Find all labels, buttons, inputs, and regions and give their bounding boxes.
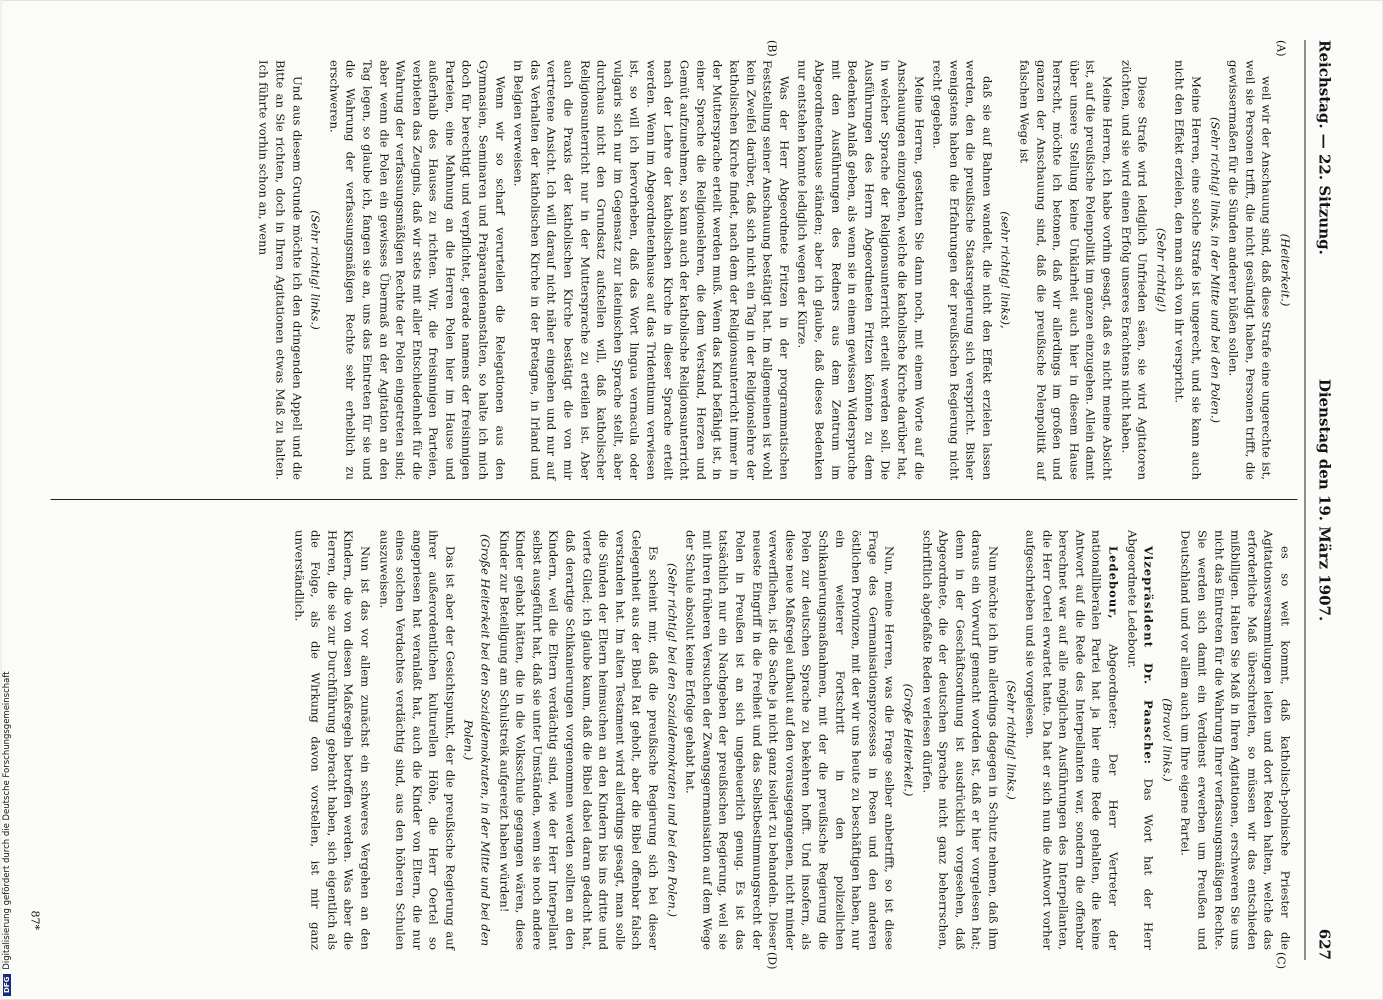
margin-marker-b: (B): [765, 40, 778, 57]
speech-text: Das Wort hat der Herr Abgeordnete Ledebour.: [1124, 530, 1156, 950]
digitization-credit-text: Digitalisierung gefördert durch die Deutsche Forschungsgemeinschaft: [2, 671, 12, 970]
margin-marker-a: (A): [1274, 40, 1287, 57]
stage-direction: (Sehr richtig!): [1153, 227, 1168, 313]
margin-marker-c: (C): [1274, 952, 1287, 969]
speaker-paragraph: [1022, 530, 1122, 950]
stage-direction: (Große Heiterkeit bei den Sozialdemokraten, in der Mitte und bei den Polen.): [461, 533, 493, 947]
speech-paragraph: Es scheint mir, daß die preußische Regierung sich bei dieser Gelegenheit aus der Bibel Rat geholt, aber die Bibel offenbar falsch verstanden hat. Im alten Testament wird allerdings gesagt, man solle die Sünden der Eltern heimsuchen an den Kindern bis ins dritte und vierte Glied; ich glaube kaum, daß die Bibel dabei daran gedacht hat, daß derartige Schikanierungen vorgenommen werden sollten an den Kindern, weil die Eltern verdächtig sind, wie der Herr Interpellant selbst ausgeführt hat, daß sie unter Umständen, wenn sie noch andere Kinder gehabt hätten, die in die Volksschule gegangen wären, diese Kinder zur Beteiligung am Schulstreik aufgereizt haben würden!: [496, 530, 661, 950]
speaker-name: Vizepräsident Dr. Paasche:: [1141, 546, 1156, 766]
speech-paragraph: Nun möchte ich ihn allerdings dagegen in Schutz nehmen, daß ihm daraus ein Vorwurf gemacht worden ist, daß er hier vorgelesen hat; denn in der Geschäftsordnung ist ausdrücklich vorgesehen, daß Abgeordnete, die der deutschen Sprache nicht ganz beherrschen, schriftlich abgefaßte Reden verlesen dürfen.: [919, 530, 1000, 950]
left-column: [253, 60, 1293, 480]
header-rule: [1304, 40, 1305, 960]
signature-mark: 87*: [28, 910, 41, 930]
speech-paragraph: Diese Strafe wird lediglich Unfrieden säen, sie wird Agitatoren züchten, und sie wird einen Erfolg unseres Erachtens nicht haben.: [1118, 60, 1150, 480]
header-left: Reichstag. — 22. Sitzung.: [1315, 40, 1333, 255]
speech-paragraph: Das ist aber der Gesichtspunkt, der die preußische Regierung auf ihrer außerordentlichen kulturellen Höhe, die Herr Oertel so angepriesen hat veranlaßt hat, auch die Kinder von Eltern, die nur eines solchen Verdachtes verdächtig sind, aus den höheren Schulen auszuweisen.: [376, 530, 457, 950]
stage-direction: (Große Heiterkeit.): [900, 683, 915, 797]
speech-paragraph: Was der Herr Abgeordnete Fritzen in der programmatischen Feststellung seiner Anschauung bestätigt hat. Im allgemeinen ist wohl kein Zweifel darüber, daß sich nicht ein Tag in der Religionslehre der katholischen Kirche findet, nach dem der Religionsunterricht immer in der Muttersprache erteilt werden muß. Wenn das Kind befähigt ist, in einer Sprache die Religionslehren, die dem Verstand, Herzen und Gemüt aufzunehmen, so kann auch der katholische Religionsunterricht nach der Lehre der katholischen Kirche in dieser Sprache erteilt werden. Wenn im Abgeordnetenhause auf das Tridentinum verwiesen ist, so will ich hervorheben, daß das Wort lingua vernacula oder vulgaris sich nur im Gegensatz zur lateinischen Sprache stellt, aber durchaus nicht den Grundsatz aufstellen will, daß katholischer Religionsunterricht nur in der Muttersprache zu erteilen ist. Aber auch die Praxis der katholischen Kirche bestätigt die von mir vertretene Ansicht. Ich will darauf nicht näher eingehen und nur auf das Verhalten der katholischen Kirche in der Bretagne, in Irland und in Belgien verweisen.: [511, 60, 791, 480]
column-divider: [50, 499, 1297, 500]
speech-paragraph: Meine Herren, ich habe vorhin gesagt, daß es nicht meine Absicht ist, auf die preußische Polenpolitik im ganzen einzugehen. Allein damit über unsere Stellung keine Unklarheit auch hier in diesem Hause herrscht, möchte ich betonen, daß wir allerdings im großen und ganzen der Anschauung sind, daß die preußische Polenpolitik auf falschen Wege ist: [1017, 60, 1115, 480]
speaker-paragraph: [1123, 530, 1156, 950]
header-date: Dienstag den 19. März 1907.: [1315, 378, 1333, 622]
right-column: [288, 530, 1293, 950]
speech-paragraph: Nun ist das vor allem zunächst ein schweres Vergehen an den Kindern, die von diesen Maßregeln betroffen werden. Was aber die Herren, die sie zur Durchführung gebracht haben, sich eigentlich als die Folge, als die Wirkung davon vorstellen, ist mir ganz unverständlich.: [291, 530, 372, 950]
speech-paragraph: Und aus diesem Grunde möchte ich den dringenden Appell und die Bitte an Sie richten, doch in Ihren Agitationen etwas Maß zu halten. Ich führte vorhin schon an, wenn: [256, 60, 304, 480]
page-header: [1309, 40, 1339, 960]
stage-direction: (Sehr richtig! links.): [308, 210, 323, 330]
speech-paragraph: Meine Herren, gestatten Sie dann noch, mit einem Worte auf die Anschauungen einzugehen, welche die katholische Kirche darüber hat, in welcher Sprache der Religionsunterricht erteilt werden soll. Die Ausführungen des Herrn Abgeordneten Fritzen könnten zu dem Bedenken Anlaß geben, als wenn sie in einem gewissen Widerspruche mit den Ausführungen des Redners aus dem Zentrum im Abgeordnetenhause ständen; aber ich glaube, daß dieses Bedenken nur entstehen konnte lediglich wegen der Kürze.: [795, 60, 926, 480]
speech-paragraph: Nun, meine Herren, was die Frage selber anbetrifft, so ist diese Frage des Germanisationsprozesses in Posen und den anderen östlichen Provinzen, mit der wir uns heute zu beschäftigen haben, nur ein weiterer Fortschritt in den polizeilichen Schikanierungsmaßnahmen, mit der die preußische Regierung die Polen zur deutschen Sprache zu bekehren hofft. Und insofern, als diese neue Maßregel aufbaut auf den vorausgegangenen, nicht minder verwerflichen, ist die Sache ja nicht ganz isoliert zu behandeln. Dieser neueste Eingriff in die Freiheit und das Selbstbestimmungsrecht der Polen in Preußen ist an sich ungeheuerlich genug. Es ist das tatsächlich nur ein Nachgeben der preußischen Regierung, weil sie mit ihren früheren Versuchen der Zwangsgermanisation auf dem Wege der Schule absolut keine Erfolge gehabt hat.: [683, 530, 897, 950]
stage-direction: (Sehr richtig! links.): [1004, 680, 1019, 800]
stage-direction: (Sehr richtig! links, in der Mitte und bei den Polen.): [1207, 116, 1222, 424]
stage-direction: (Sehr richtig! bei den Sozialdemokraten und bei den Polen.): [664, 563, 679, 917]
page-number: 627: [1315, 928, 1333, 960]
margin-marker-d: (D): [765, 952, 778, 970]
speech-paragraph: Wenn wir so scharf verurteilen die Relegationen aus den Gymnasien, Seminaren und Präparandenanstalten, so halte ich mich doch für berechtigt und verpflichtet, gerade namens der freisinnigen Parteien, eine Mahnung an die Herren Polen hier im Hause und außerhalb des Hauses zu richten. Wir, die freisinnigen Parteien, verbieten das Zeugnis, daß wir stets mit aller Entschiedenheit für die Wahrung der verfassungsmäßigen Rechte der Polen eingetreten sind; aber wenn die Polen ein gewisses Übermaß an der Agitation an den Tag legen, so glaube ich, fangen sie an, uns das Eintreten für sie und die Wahrung der verfassungsmäßigen Rechte sehr erheblich zu erschweren.: [326, 60, 507, 480]
speech-paragraph: es so weit kommt, daß katholisch-polnische Priester die Agitationsversammlungen leiten und dort Reden halten, welche das erforderliche Maß überschreiten, so müssen wir das entschieden mißbilligen. Halten Sie Maß in Ihren Agitationen, erschweren Sie uns nicht das Eintreten für die Wahrung Ihrer verfassungsmäßigen Rechte. Sie werden sich damit ein Verdienst erwerben um Preußen und Deutschland und vor allem auch um Ihre eigene Partei.: [1178, 530, 1292, 950]
speech-paragraph: weil wir der Anschauung sind, daß diese Strafe eine ungerechte ist, weil sie Personen trifft, die nicht gesündigt haben, Personen trifft, die gewissermaßen für die Sünden anderer büßen sollen.: [1226, 60, 1274, 480]
dfg-logo: DFG: [3, 974, 11, 996]
speech-paragraph: daß sie auf Bahnen wandelt, die nicht den Effekt erzielen lassen werden, den die preußische Staatsregierung sich verspricht. Bisher wenigstens haben die Erfahrungen der preußischen Regierung nicht recht gegeben.: [930, 60, 994, 480]
speech-paragraph: Meine Herren, eine solche Strafe ist ungerecht, und sie kann auch nicht den Effekt erzielen, den man sich von ihr verspricht.: [1172, 60, 1204, 480]
stage-direction: (Bravo! links.): [1159, 698, 1174, 782]
stage-direction: (sehr richtig! links),: [998, 211, 1013, 329]
speech-text: Abgeordneter: Der Herr Vertreter der nationalliberalen Partei hat ja hier eine Rede gehalten, die keine Antwort auf die Rede des Interpellanten war, sondern die offenbar berechnet war auf alle möglichen Ausführungen des Interpellanten, die Herr Oertel erwartet hatte. Da hat er sich nun die Antwort vorher aufgeschrieben und sie vorgelesen.: [1023, 530, 1121, 950]
stage-direction: (Heiterkeit.): [1278, 233, 1292, 307]
digitization-credit: [2, 6, 12, 996]
speaker-name: Ledebour,: [1106, 546, 1121, 620]
